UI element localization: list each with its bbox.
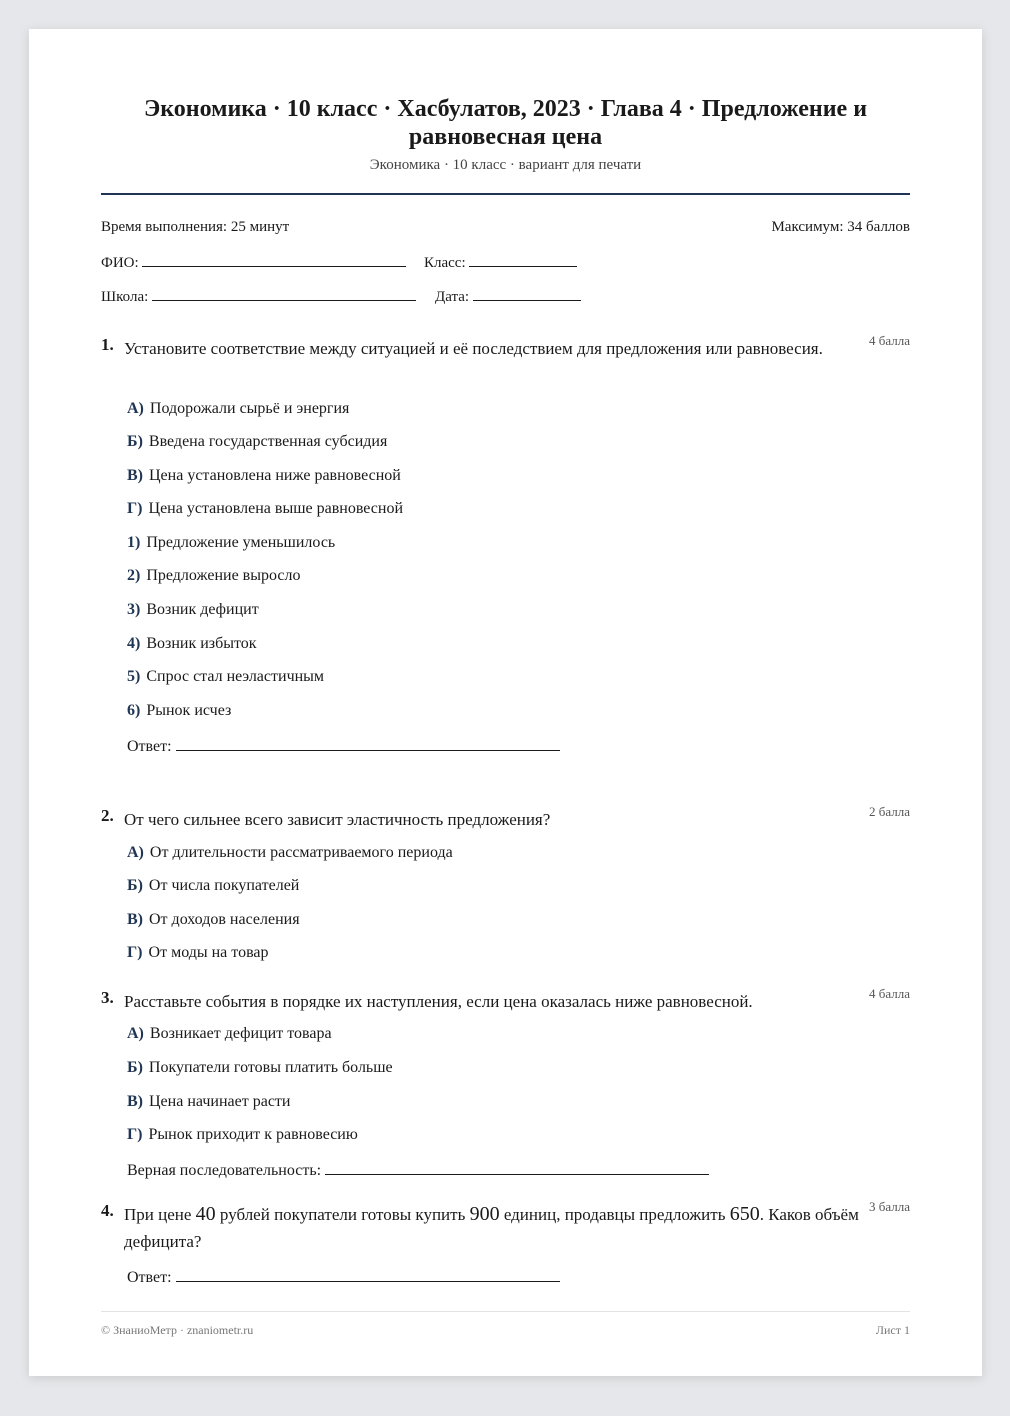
- option-text: Подорожали сырьё и энергия: [149, 400, 350, 417]
- time-limit: Время выполнения: 25 минут: [101, 219, 290, 235]
- option-key: 4): [127, 635, 141, 652]
- option-key: 1): [127, 534, 141, 551]
- answer-field[interactable]: [127, 1267, 560, 1287]
- answer-blank[interactable]: [176, 736, 560, 751]
- copyright: © ЗнаниоМетр · znaniometr.ru: [101, 1323, 254, 1337]
- sheet-number: Лист 1: [875, 1323, 910, 1337]
- option-key: 2): [127, 567, 141, 584]
- option-text: Рынок исчез: [146, 702, 232, 719]
- question-points: 3 балла: [869, 1199, 910, 1214]
- option-text: От числа покупателей: [148, 877, 300, 894]
- option-key: 6): [127, 702, 141, 719]
- class-label: Класс:: [424, 255, 466, 271]
- supply-value: 650: [729, 1203, 760, 1225]
- option-5: [127, 668, 324, 686]
- question-points: 4 балла: [869, 986, 910, 1001]
- page-footer: [101, 1323, 910, 1338]
- option-text: Введена государственная субсидия: [148, 433, 388, 450]
- option-text: От доходов населения: [149, 911, 300, 928]
- option-g: [127, 944, 269, 962]
- text-part: . Каков объём дефицита?: [124, 1205, 859, 1251]
- page-title: Экономика · 10 класс · Хасбулатов, 2023 · Глава 4 · Предложение и равновесная цена: [143, 96, 868, 150]
- option-key: Б): [127, 1059, 143, 1076]
- option-text: Покупатели готовы платить больше: [148, 1059, 393, 1076]
- option-text: От моды на товар: [148, 944, 269, 961]
- worksheet-page: [29, 29, 982, 1376]
- header-divider: [101, 193, 910, 195]
- page-subtitle: Экономика · 10 класс · вариант для печати: [369, 157, 642, 173]
- question-number: 2.: [101, 806, 114, 825]
- meta-row: [101, 219, 910, 236]
- sequence-answer-field[interactable]: [127, 1160, 709, 1180]
- option-text: Предложение уменьшилось: [146, 534, 336, 551]
- max-score: Максимум: 34 баллов: [771, 219, 910, 235]
- option-v: [127, 911, 300, 929]
- option-key: 5): [127, 668, 141, 685]
- option-6: [127, 702, 231, 720]
- option-key: А): [127, 1025, 144, 1042]
- option-v: [127, 1093, 290, 1111]
- answer-blank[interactable]: [325, 1160, 709, 1175]
- option-2: [127, 567, 300, 585]
- option-text: Цена начинает расти: [149, 1093, 291, 1110]
- option-key: Б): [127, 433, 143, 450]
- question-number: 3.: [101, 988, 114, 1007]
- question-text: От чего сильнее всего зависит эластичность предложения?: [124, 810, 551, 829]
- question-number: 1.: [101, 335, 114, 354]
- fio-field[interactable]: [101, 252, 406, 272]
- answer-label: Ответ:: [127, 1269, 172, 1286]
- text-part: При цене: [124, 1205, 196, 1224]
- fio-label: ФИО:: [101, 255, 139, 271]
- question-text: [124, 1201, 864, 1255]
- option-text: Цена установлена выше равновесной: [148, 500, 404, 517]
- option-key: Б): [127, 877, 143, 894]
- option-3: [127, 601, 259, 619]
- date-blank[interactable]: [473, 286, 581, 301]
- answer-blank[interactable]: [176, 1267, 560, 1282]
- option-1: [127, 534, 335, 552]
- option-b: [127, 877, 299, 895]
- class-blank[interactable]: [469, 252, 577, 267]
- school-field[interactable]: [101, 286, 416, 306]
- option-key: А): [127, 400, 144, 417]
- option-text: Возник дефицит: [146, 601, 259, 618]
- option-a: [127, 400, 349, 418]
- question-number: 4.: [101, 1201, 114, 1220]
- school-label: Школа:: [101, 289, 149, 305]
- option-key: В): [127, 911, 143, 928]
- option-text: Цена установлена ниже равновесной: [149, 467, 401, 484]
- option-text: Рынок приходит к равновесию: [148, 1126, 358, 1143]
- option-key: 3): [127, 601, 141, 618]
- option-text: Спрос стал неэластичным: [146, 668, 325, 685]
- option-g: [127, 500, 403, 518]
- option-key: Г): [127, 500, 143, 517]
- option-text: Предложение выросло: [146, 567, 301, 584]
- price-value: 40: [195, 1203, 216, 1225]
- option-4: [127, 635, 257, 653]
- option-g: [127, 1126, 358, 1144]
- demand-value: 900: [469, 1203, 500, 1225]
- option-text: От длительности рассматриваемого периода: [149, 844, 453, 861]
- option-b: [127, 433, 387, 451]
- date-label: Дата:: [435, 289, 470, 305]
- question-points: 2 балла: [869, 804, 910, 819]
- date-field[interactable]: [435, 286, 581, 306]
- fio-blank[interactable]: [142, 252, 406, 267]
- answer-label: Верная последовательность:: [127, 1162, 322, 1179]
- class-field[interactable]: [424, 252, 577, 272]
- option-text: Возникает дефицит товара: [149, 1025, 332, 1042]
- text-part: рублей покупатели готовы купить: [215, 1205, 470, 1224]
- answer-field[interactable]: [127, 736, 560, 756]
- option-a: [127, 1025, 332, 1043]
- option-key: Г): [127, 1126, 143, 1143]
- option-key: Г): [127, 944, 143, 961]
- option-a: [127, 844, 453, 862]
- option-text: Возник избыток: [146, 635, 257, 652]
- text-part: единиц, продавцы предложить: [499, 1205, 730, 1224]
- answer-label: Ответ:: [127, 738, 172, 755]
- question-points: 4 балла: [869, 333, 910, 348]
- footer-divider: [101, 1311, 910, 1312]
- option-key: В): [127, 1093, 143, 1110]
- option-key: В): [127, 467, 143, 484]
- option-key: А): [127, 844, 144, 861]
- school-blank[interactable]: [152, 286, 416, 301]
- question-text: Установите соответствие между ситуацией и её последствием для предложения или равновесия.: [124, 339, 823, 358]
- option-b: [127, 1059, 393, 1077]
- option-v: [127, 467, 401, 485]
- question-text: Расставьте события в порядке их наступления, если цена оказалась ниже равновесной.: [124, 992, 753, 1011]
